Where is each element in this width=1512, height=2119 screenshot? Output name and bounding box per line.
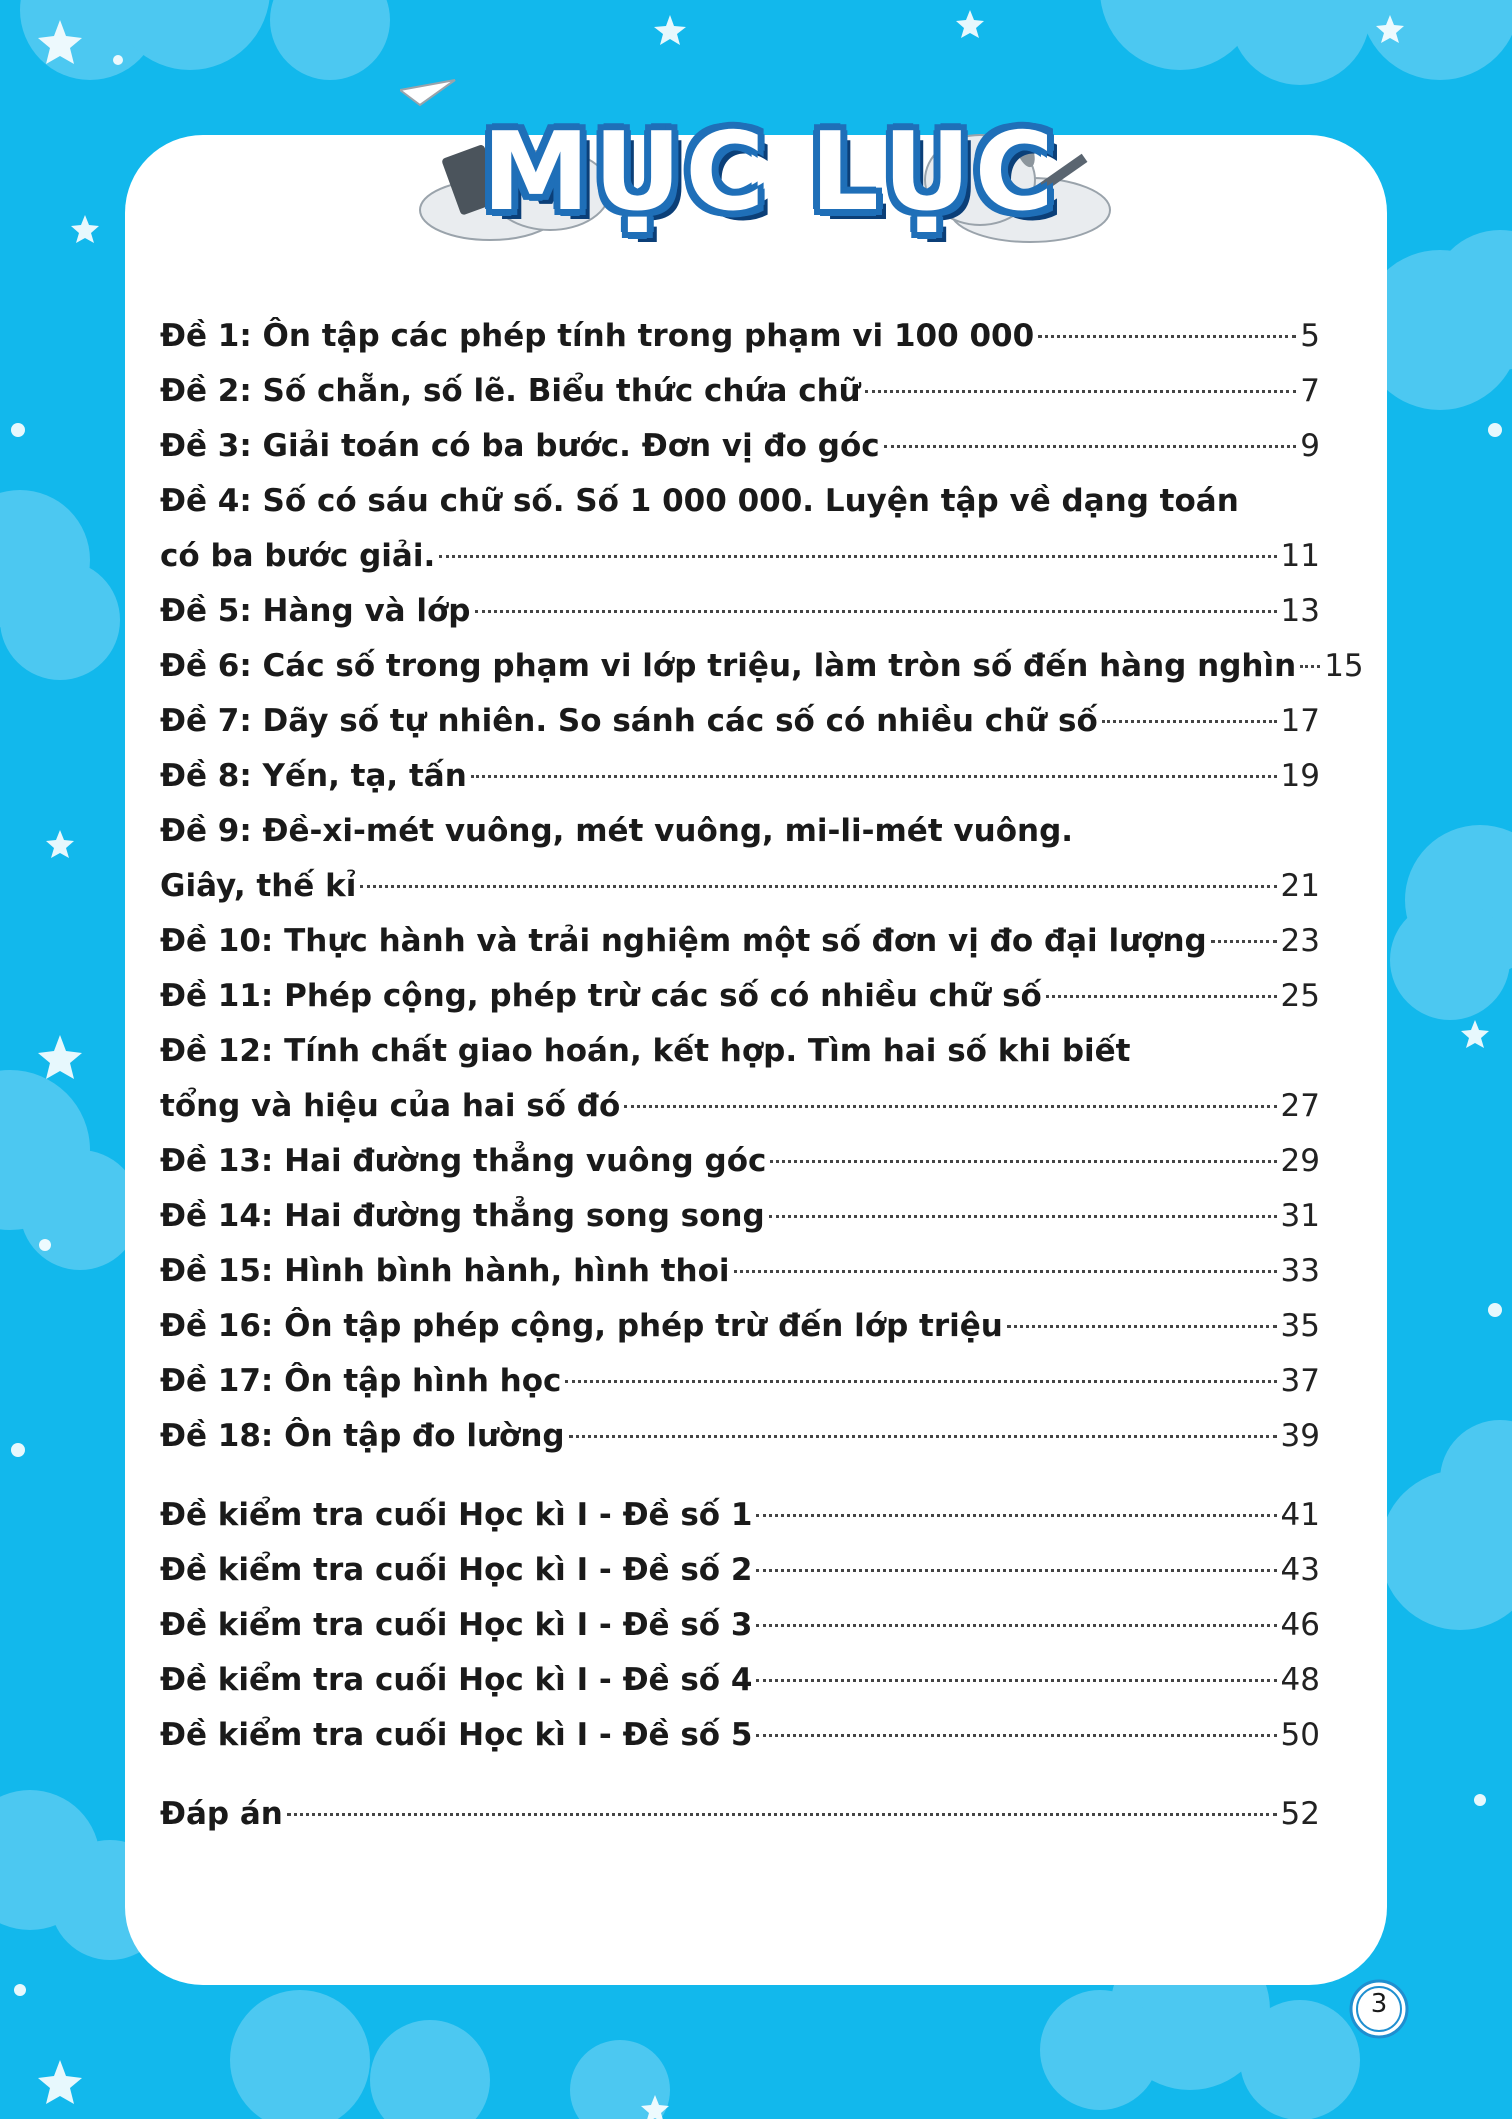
toc-page: 7 — [1300, 373, 1320, 409]
leader-dots — [769, 1215, 1277, 1218]
toc-page: 31 — [1280, 1198, 1320, 1234]
toc-item-1[interactable] — [160, 318, 1320, 373]
toc-item-10[interactable] — [160, 923, 1320, 978]
page-number: 3 — [1370, 1989, 1388, 2019]
toc-title: Đề 5: Hàng và lớp — [160, 593, 471, 629]
exam-item-3[interactable] — [160, 1607, 1320, 1662]
leader-dots — [1007, 1325, 1277, 1328]
exam-item-2[interactable] — [160, 1552, 1320, 1607]
toc-item-2[interactable] — [160, 373, 1320, 428]
toc-item-18[interactable] — [160, 1418, 1320, 1473]
leader-dots — [624, 1105, 1276, 1108]
paper-plane-icon — [400, 80, 455, 105]
exam-title: Đề kiểm tra cuối Học kì I - Đề số 4 — [160, 1662, 753, 1698]
toc-page: 19 — [1280, 758, 1320, 794]
toc-page: 29 — [1280, 1143, 1320, 1179]
toc-title-continuation: tổng và hiệu của hai số đó — [160, 1088, 621, 1124]
leader-dots — [756, 1624, 1276, 1627]
toc-page: 43 — [1280, 1552, 1320, 1588]
leader-dots — [475, 610, 1277, 613]
toc-title-continuation: Giây, thế kỉ — [160, 868, 357, 904]
toc-item-15[interactable] — [160, 1253, 1320, 1308]
toc-item-17[interactable] — [160, 1363, 1320, 1418]
toc-item-12[interactable] — [160, 1033, 1320, 1088]
leader-dots — [770, 1160, 1276, 1163]
leader-dots — [1046, 995, 1277, 998]
toc-page: 25 — [1280, 978, 1320, 1014]
exam-title: Đề kiểm tra cuối Học kì I - Đề số 3 — [160, 1607, 753, 1643]
toc-title: Đề 6: Các số trong phạm vi lớp triệu, làm tròn số đến hàng nghìn — [160, 648, 1297, 684]
toc-title-continuation: có ba bước giải. — [160, 538, 436, 574]
leader-dots — [865, 390, 1297, 393]
toc-item-7[interactable] — [160, 703, 1320, 758]
toc-title: Đề 2: Số chẵn, số lẽ. Biểu thức chứa chữ — [160, 373, 861, 409]
toc-page: 37 — [1280, 1363, 1320, 1399]
toc-title: Đề 14: Hai đường thẳng song song — [160, 1198, 765, 1234]
toc-page: 48 — [1280, 1662, 1320, 1698]
leader-dots — [756, 1734, 1276, 1737]
toc-item-9[interactable] — [160, 813, 1320, 868]
toc-title: Đề 16: Ôn tập phép cộng, phép trừ đến lớp triệu — [160, 1308, 1003, 1344]
toc-title: Đề 13: Hai đường thẳng vuông góc — [160, 1143, 767, 1179]
leader-dots — [360, 885, 1276, 888]
toc-title: Đề 12: Tính chất giao hoán, kết hợp. Tìm hai số khi biết — [160, 1033, 1131, 1069]
toc-page: 35 — [1280, 1308, 1320, 1344]
leader-dots — [565, 1380, 1276, 1383]
toc-page: 39 — [1280, 1418, 1320, 1454]
leader-dots — [1300, 665, 1320, 668]
leader-dots — [884, 445, 1297, 448]
exam-item-1[interactable] — [160, 1497, 1320, 1552]
exam-title: Đề kiểm tra cuối Học kì I - Đề số 2 — [160, 1552, 753, 1588]
exam-title: Đề kiểm tra cuối Học kì I - Đề số 5 — [160, 1717, 753, 1753]
leader-dots — [756, 1679, 1276, 1682]
toc-page: 46 — [1280, 1607, 1320, 1643]
leader-dots — [756, 1569, 1276, 1572]
leader-dots — [1211, 940, 1277, 943]
toc-item-13[interactable] — [160, 1143, 1320, 1198]
title-banner — [400, 60, 1140, 260]
toc-page: 41 — [1280, 1497, 1320, 1533]
toc-item-16[interactable] — [160, 1308, 1320, 1363]
toc-page: 52 — [1280, 1796, 1320, 1832]
toc-item-12-continuation[interactable] — [160, 1088, 1320, 1143]
leader-dots — [1038, 335, 1296, 338]
leader-dots — [471, 775, 1277, 778]
toc-item-4-continuation[interactable] — [160, 538, 1320, 593]
toc-item-6[interactable] — [160, 648, 1364, 703]
table-of-contents — [160, 318, 1364, 1851]
leader-dots — [287, 1813, 1277, 1816]
toc-item-8[interactable] — [160, 758, 1320, 813]
toc-page: 23 — [1280, 923, 1320, 959]
toc-page: 11 — [1280, 538, 1320, 574]
leader-dots — [439, 555, 1276, 558]
toc-title: Đề 3: Giải toán có ba bước. Đơn vị đo góc — [160, 428, 880, 464]
toc-title: Đề 7: Dãy số tự nhiên. So sánh các số có nhiều chữ số — [160, 703, 1098, 739]
leader-dots — [756, 1514, 1276, 1517]
exam-item-5[interactable] — [160, 1717, 1320, 1772]
toc-title: Đề 10: Thực hành và trải nghiệm một số đơn vị đo đại lượng — [160, 923, 1207, 959]
leader-dots — [1102, 720, 1277, 723]
toc-item-4[interactable] — [160, 483, 1320, 538]
toc-page: 5 — [1300, 318, 1320, 354]
exam-item-4[interactable] — [160, 1662, 1320, 1717]
toc-title: Đề 8: Yến, tạ, tấn — [160, 758, 467, 794]
toc-page: 9 — [1300, 428, 1320, 464]
toc-title: Đề 18: Ôn tập đo lường — [160, 1418, 565, 1454]
toc-page: 17 — [1280, 703, 1320, 739]
toc-title: Đề 4: Số có sáu chữ số. Số 1 000 000. Luyện tập về dạng toán — [160, 483, 1239, 519]
toc-title: Đề 11: Phép cộng, phép trừ các số có nhiều chữ số — [160, 978, 1042, 1014]
page-title: MỤC LỤC — [482, 110, 1058, 235]
leader-dots — [734, 1270, 1277, 1273]
toc-item-11[interactable] — [160, 978, 1320, 1033]
toc-page: 13 — [1280, 593, 1320, 629]
exam-title: Đề kiểm tra cuối Học kì I - Đề số 1 — [160, 1497, 753, 1533]
toc-title: Đề 17: Ôn tập hình học — [160, 1363, 562, 1399]
toc-page: 15 — [1324, 648, 1364, 684]
toc-item-3[interactable] — [160, 428, 1320, 483]
toc-title: Đề 1: Ôn tập các phép tính trong phạm vi 100 000 — [160, 318, 1035, 354]
toc-title: Đề 15: Hình bình hành, hình thoi — [160, 1253, 730, 1289]
leader-dots — [569, 1435, 1277, 1438]
answers-item[interactable] — [160, 1796, 1320, 1851]
toc-item-5[interactable] — [160, 593, 1320, 648]
toc-title: Đề 9: Đề-xi-mét vuông, mét vuông, mi-li-mét vuông. — [160, 813, 1074, 849]
toc-page: 27 — [1280, 1088, 1320, 1124]
toc-item-14[interactable] — [160, 1198, 1320, 1253]
toc-page: 50 — [1280, 1717, 1320, 1753]
toc-page: 33 — [1280, 1253, 1320, 1289]
toc-page: 21 — [1280, 868, 1320, 904]
answers-title: Đáp án — [160, 1796, 283, 1832]
toc-item-9-continuation[interactable] — [160, 868, 1320, 923]
